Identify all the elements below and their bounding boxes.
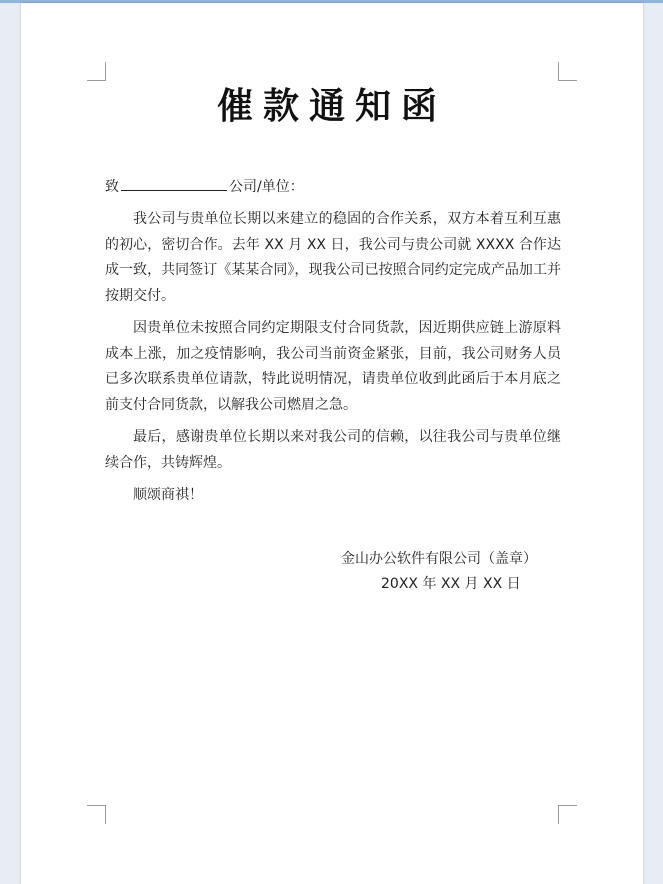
paragraph-reason: 因贵单位未按照合同约定期限支付合同货款，因近期供应链上游原料成本上涨，加之疫情影响，我公司当前资金紧张，目前，我公司财务人员已多次联系贵单位请款，特此说明情况，请贵单位收到此函后于本月底之前支付合同货款，以解我公司燃眉之急。	[105, 320, 561, 413]
letter-body	[105, 207, 561, 516]
document-page[interactable]	[21, 3, 643, 884]
signature-block	[321, 547, 561, 597]
salutation-line	[105, 175, 304, 197]
paragraph-closing: 最后，感谢贵单位长期以来对我公司的信赖，以往我公司与贵单位继续合作，共铸辉煌。	[105, 429, 561, 471]
salutation-suffix: 公司/单位：	[229, 179, 304, 195]
margin-corner-top-right	[558, 62, 577, 81]
paragraph-intro: 我公司与贵单位长期以来建立的稳固的合作关系，双方本着互利互惠的初心，密切合作。去年 XX 月 XX 日，我公司与贵公司就 XXXX 合作达成一致，共同签订《某某合同》，现我公司已按照合同约定完成产品加工并按期交付。	[105, 211, 561, 304]
salutation-prefix: 致	[105, 179, 119, 195]
paragraph-regards: 顺颂商祺！	[133, 487, 203, 503]
margin-corner-bottom-right	[558, 805, 577, 824]
signature-date: 20XX 年 XX 月 XX 日	[381, 576, 521, 592]
document-title: 催款通知函	[216, 86, 447, 127]
signature-company: 金山办公软件有限公司（盖章）	[341, 551, 537, 567]
margin-corner-top-left	[87, 62, 106, 81]
recipient-blank	[121, 175, 227, 191]
margin-corner-bottom-left	[87, 805, 106, 824]
